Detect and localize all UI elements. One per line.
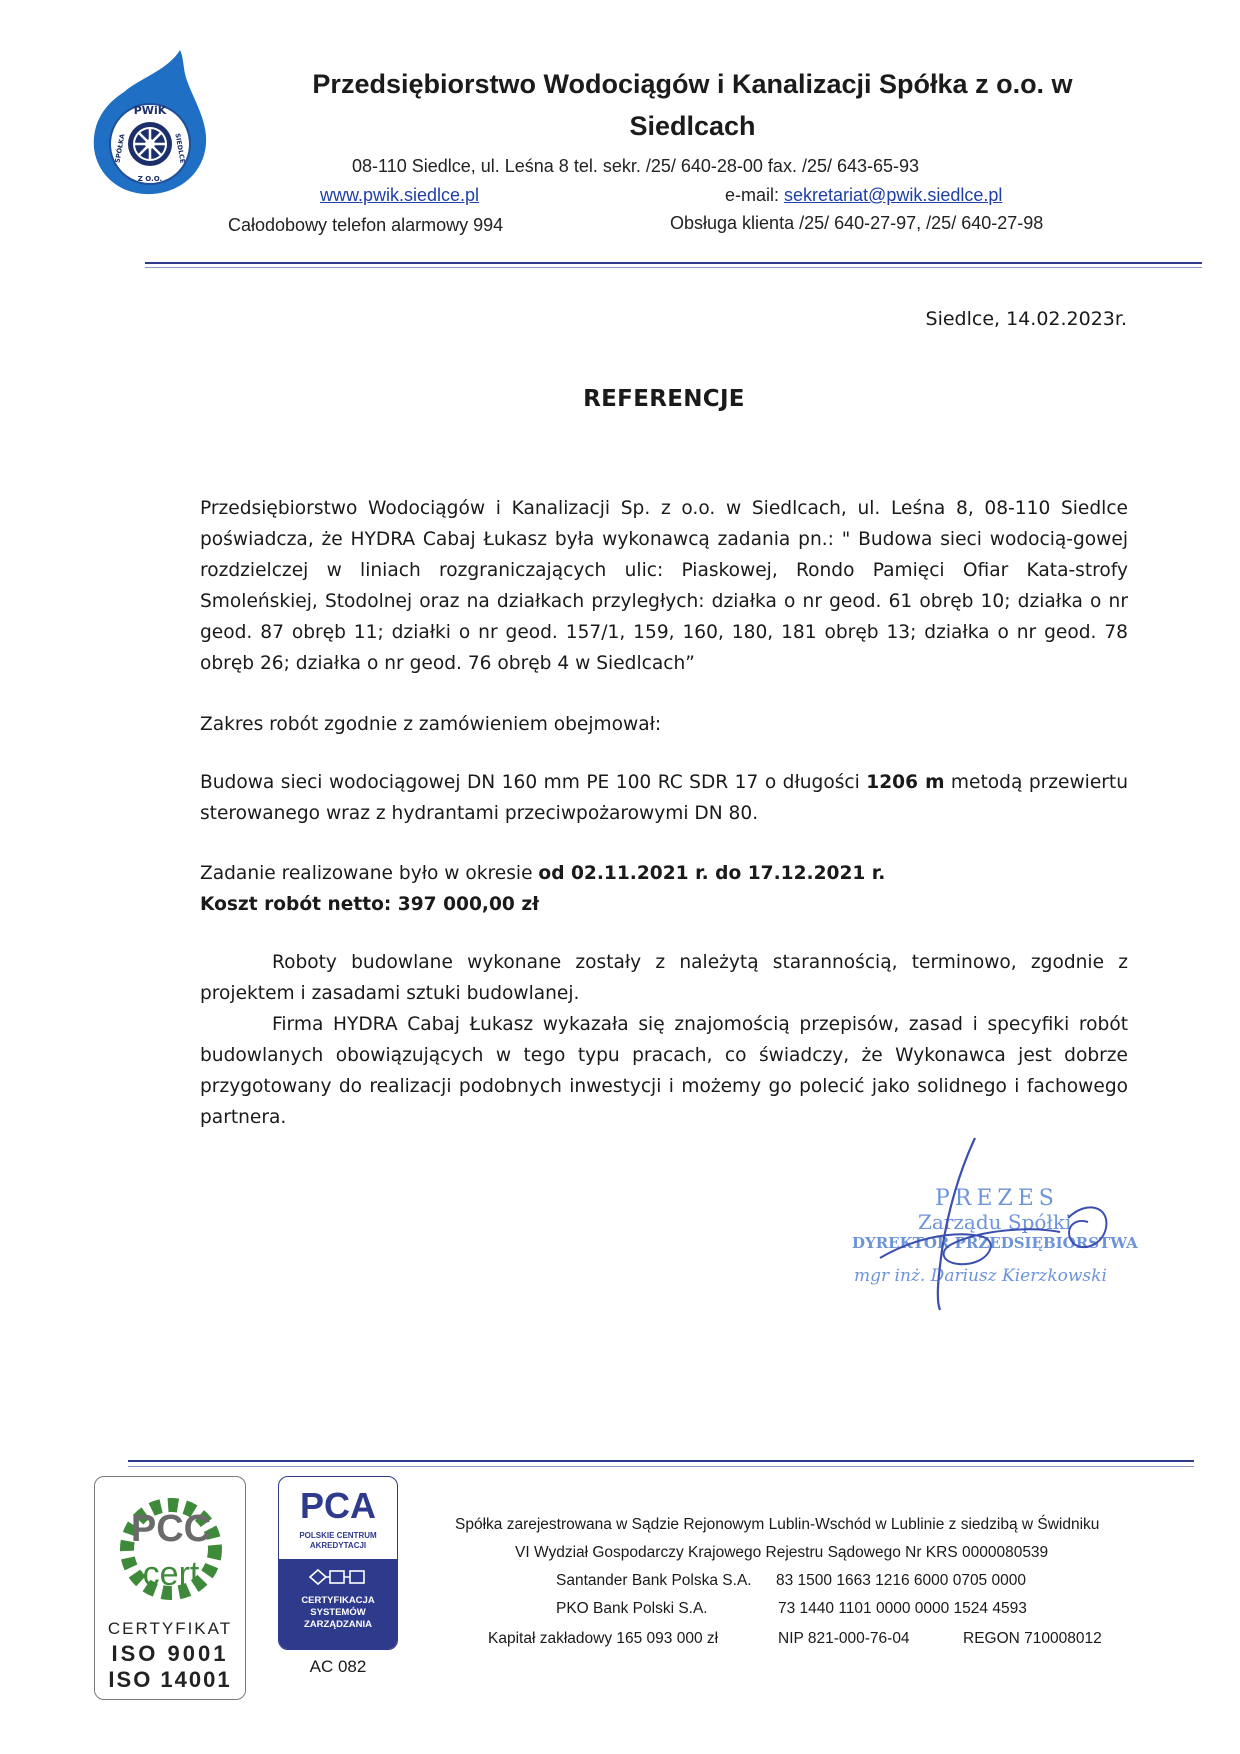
pca-name-line2: AKREDYTACJI — [309, 1541, 367, 1550]
bank1-account: 83 1500 1663 1216 6000 0705 0000 — [776, 1572, 1026, 1589]
pca-name-line1: POLSKIE CENTRUM — [299, 1531, 377, 1540]
pcc-gear-icon — [109, 1489, 231, 1609]
pca-code: AC 082 — [309, 1657, 367, 1676]
iso-14001: ISO 14001 — [108, 1667, 232, 1692]
capital: Kapitał zakładowy 165 093 000 zł — [488, 1630, 719, 1647]
pcc-logo-text: PCC — [130, 1508, 212, 1550]
pcc-cert-logo-text: cert — [142, 1555, 200, 1593]
header-rule-bottom — [145, 267, 1202, 268]
alarm-phone: Całodobowy telefon alarmowy 994 — [228, 215, 504, 235]
paragraph-recommendation: Firma HYDRA Cabaj Łukasz wykazała się znajomością przepisów, zasad i specyfiki robót budowlanych obowiązujących w tego typu pracach, co świadczy, że Wykonawca jest dobrze przygotowany do realizacji podobnych inwestycji i możemy go polecić jako solidnego i fachowego partnera. — [200, 1014, 1128, 1128]
company-name-line1: Przedsiębiorstwo Wodociągów i Kanalizacji Spółka z o.o. w — [312, 69, 1073, 99]
bank2-name: PKO Bank Polski S.A. — [556, 1600, 708, 1617]
website-link[interactable]: www.pwik.siedlce.pl — [320, 185, 480, 205]
company-name-line2: Siedlcach — [629, 111, 756, 141]
paragraph-quality: Roboty budowlane wykonane zostały z należytą starannością, terminowo, zgodnie z projektem i zasadami sztuki budowlanej. — [200, 952, 1128, 1004]
krs-line: VI Wydział Gospodarczy Krajowego Rejestru Sądowego Nr KRS 0000080539 — [515, 1544, 1049, 1561]
email-link[interactable]: sekretariat@pwik.siedlce.pl — [784, 185, 1003, 205]
certificate-label: CERTYFIKAT — [107, 1619, 233, 1638]
pca-name — [279, 1531, 397, 1551]
paragraph-intro: Przedsiębiorstwo Wodociągów i Kanalizacji Sp. z o.o. w Siedlcach, ul. Leśna 8, 08-110 Siedlce poświadcza, że HYDRA Cabaj Łukasz była wykonawcą zadania pn.: " Budowa sieci wodocią-gowej rozdzielczej w liniach rozgraniczających ulic: Piaskowej, Rondo Pamięci Ofiar Kata-strofy Smoleńskiej, Stodolnej oraz na działkach przyległych: działka o nr geod. 61 obręb 10; działka o nr geod. 87 obręb 11; działki o nr geod. 157/1, 159, 160, 180, 181 obręb 13; działka o nr geod. 78 obręb 26; działka o nr geod. 76 obręb 4 w Siedlcach” — [200, 498, 1128, 674]
stamp-line-director: DYREKTOR PRZEDSIĘBIORSTWA — [852, 1234, 1138, 1252]
footer-rule-top — [128, 1460, 1194, 1462]
regon: REGON 710008012 — [963, 1630, 1102, 1647]
pca-cert-text — [279, 1595, 397, 1631]
pca-blue-panel — [279, 1559, 397, 1649]
bank1-name: Santander Bank Polska S.A. — [556, 1572, 752, 1589]
scope-intro: Zakres robót zgodnie z zamówieniem obejmował: — [200, 714, 662, 735]
logo-bottom-text: Z O.O. — [137, 175, 163, 183]
registration-line: Spółka zarejestrowana w Sądzie Rejonowym Lublin-Wschód w Lublinie z siedzibą w Świdniku — [455, 1516, 1100, 1533]
pca-cert-line2: SYSTEMÓW — [310, 1607, 366, 1618]
email-label: e-mail: — [725, 185, 785, 205]
pca-accreditation-badge — [278, 1476, 398, 1650]
cost-line: Koszt robót netto: 397 000,00 zł — [200, 894, 540, 915]
address-line: 08-110 Siedlce, ul. Leśna 8 tel. sekr. /25/ 640-28-00 fax. /25/ 643-65-93 — [352, 156, 920, 176]
period-text: Zadanie realizowane było w okresie — [200, 863, 539, 884]
scope-text — [200, 767, 1128, 829]
customer-service: Obsługa klienta /25/ 640-27-97, /25/ 640-27-98 — [670, 213, 1044, 233]
bank2-account: 73 1440 1101 0000 0000 1524 4593 — [778, 1600, 1027, 1617]
logo-top-text: PWiK — [133, 104, 167, 117]
signature-block — [840, 1130, 1140, 1320]
pca-cert-line1: CERTYFIKACJA — [301, 1595, 375, 1606]
handwritten-signature — [840, 1130, 1140, 1320]
scope-text-a: Budowa sieci wodociągowej DN 160 mm PE 100 RC SDR 17 o długości — [200, 772, 867, 793]
pcc-cert-badge — [94, 1476, 246, 1700]
letter-date: Siedlce, 14.02.2023r. — [925, 308, 1127, 330]
scope-length: 1206 m — [866, 772, 945, 793]
period-line — [200, 858, 1128, 889]
footer-rule-bottom — [128, 1466, 1194, 1467]
stamp-line-name: mgr inż. Dariusz Kierzkowski — [854, 1266, 1107, 1286]
nip: NIP 821-000-76-04 — [778, 1630, 910, 1647]
iso-9001: ISO 9001 — [111, 1641, 229, 1666]
scope-text-b: metodą przewiertu sterowanego wraz z hydrantami przeciwpożarowymi DN 80. — [200, 772, 1128, 824]
stamp-line-prezes: PREZES — [935, 1186, 1059, 1211]
header-rule-top — [145, 262, 1202, 264]
logo-left-text: SPÓŁKA — [113, 133, 127, 164]
pca-symbol-icon — [306, 1567, 370, 1587]
period-dates: od 02.11.2021 r. do 17.12.2021 r. — [538, 863, 886, 884]
logo-right-text: SIEDLCE — [173, 132, 187, 164]
pca-logo-text: PCA — [299, 1485, 376, 1526]
email-line — [725, 185, 1002, 206]
letter-title: REFERENCJE — [583, 386, 745, 412]
pca-cert-line3: ZARZĄDZANIA — [303, 1619, 373, 1630]
pwik-logo — [88, 48, 220, 198]
stamp-line-board: Zarządu Spółki — [918, 1210, 1072, 1234]
